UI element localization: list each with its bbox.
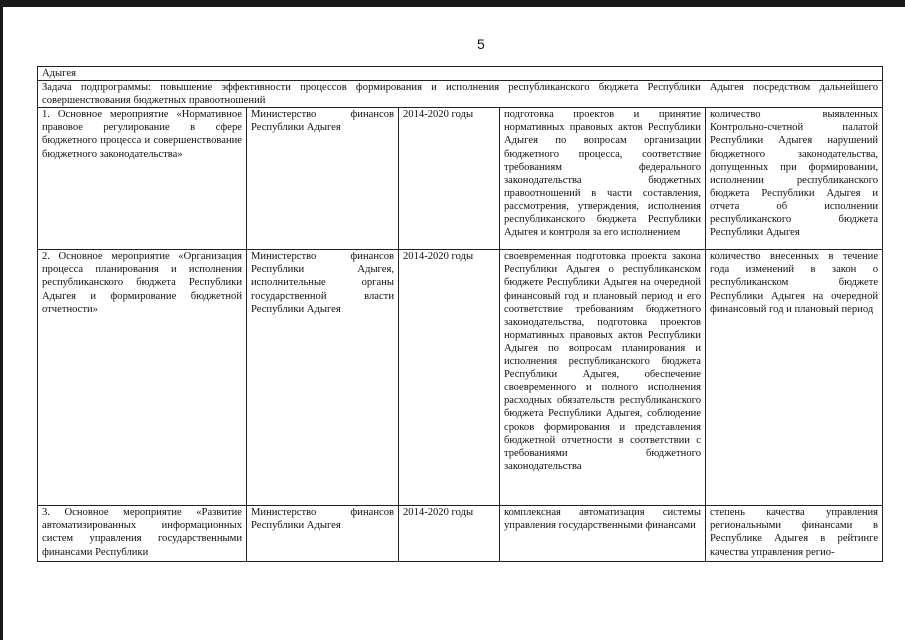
executor-cell: Министерство финансов Республики Адыгея, исполнительные органы государственной власти Республики Адыгея [247, 250, 399, 506]
result-cell: комплексная автоматизация системы управления государственными финансами [500, 506, 706, 562]
period-cell: 2014-2020 годы [399, 506, 500, 562]
table-row [38, 108, 883, 250]
activity-cell: 3. Основное мероприятие «Развитие автоматизированных информационных систем управления государственными финансами Республики [38, 506, 247, 562]
indicator-cell: степень качества управления региональными финансами в Республике Адыгея в рейтинге качества управления регио- [706, 506, 883, 562]
scan-left-border [0, 0, 3, 640]
table-row [38, 250, 883, 506]
indicator-cell: количество выявленных Контрольно-счетной палатой Республики Адыгея нарушений бюджетного законодательства, допущенных при формировании, исполнении республиканского бюджета Республики Адыгея и отчета об исполнении республиканского бюджета Республики Адыгея [706, 108, 883, 250]
executor-cell: Министерство финансов Республики Адыгея [247, 108, 399, 250]
subprogram-task: Задача подпрограммы: повышение эффективности процессов формирования и исполнения республиканского бюджета Республики Адыгея посредством дальнейшего совершенствования бюджетных правоотношений [38, 81, 883, 108]
executor-cell: Министерство финансов Республики Адыгея [247, 506, 399, 562]
region-header: Адыгея [38, 67, 883, 81]
region-header-row [38, 67, 883, 81]
program-table [37, 66, 883, 562]
activity-cell: 1. Основное мероприятие «Нормативное правовое регулирование в сфере бюджетного процесса и совершенствование бюджетного законодательства» [38, 108, 247, 250]
scan-top-border [0, 0, 905, 7]
result-cell: подготовка проектов и принятие нормативных правовых актов Республики Адыгея по вопросам организации бюджетного процесса, соответствие требованиям федерального законодательства бюджетных правоотношений в части составления, рассмотрения, утверждения, исполнения республиканского бюджета Республики Адыгея и контроля за его исполнением [500, 108, 706, 250]
page-number: 5 [477, 36, 485, 52]
period-cell: 2014-2020 годы [399, 250, 500, 506]
activity-cell: 2. Основное мероприятие «Организация процесса планирования и исполнения республиканского бюджета Республики Адыгея и формирование бюджетной отчетности» [38, 250, 247, 506]
table-row [38, 506, 883, 562]
period-cell: 2014-2020 годы [399, 108, 500, 250]
task-row [38, 81, 883, 108]
result-cell: своевременная подготовка проекта закона Республики Адыгея о республиканском бюджете Республики Адыгея на очередной финансовый год и плановый период и его соответствие требованиям бюджетного законодательства, подготовка проектов нормативных правовых актов Республики Адыгея по вопросам планирования и исполнения республиканского бюджета Республики Адыгея, обеспечение своевременного и полного исполнения расходных обязательств республиканского бюджета Республики Адыгея, соблюдение сроков формирования и представления бюджетной отчетности в соответствии с требованиями бюджетного законодательства [500, 250, 706, 506]
indicator-cell: количество внесенных в течение года изменений в закон о республиканском бюджете Республики Адыгея на очередной финансовый год и плановый период [706, 250, 883, 506]
